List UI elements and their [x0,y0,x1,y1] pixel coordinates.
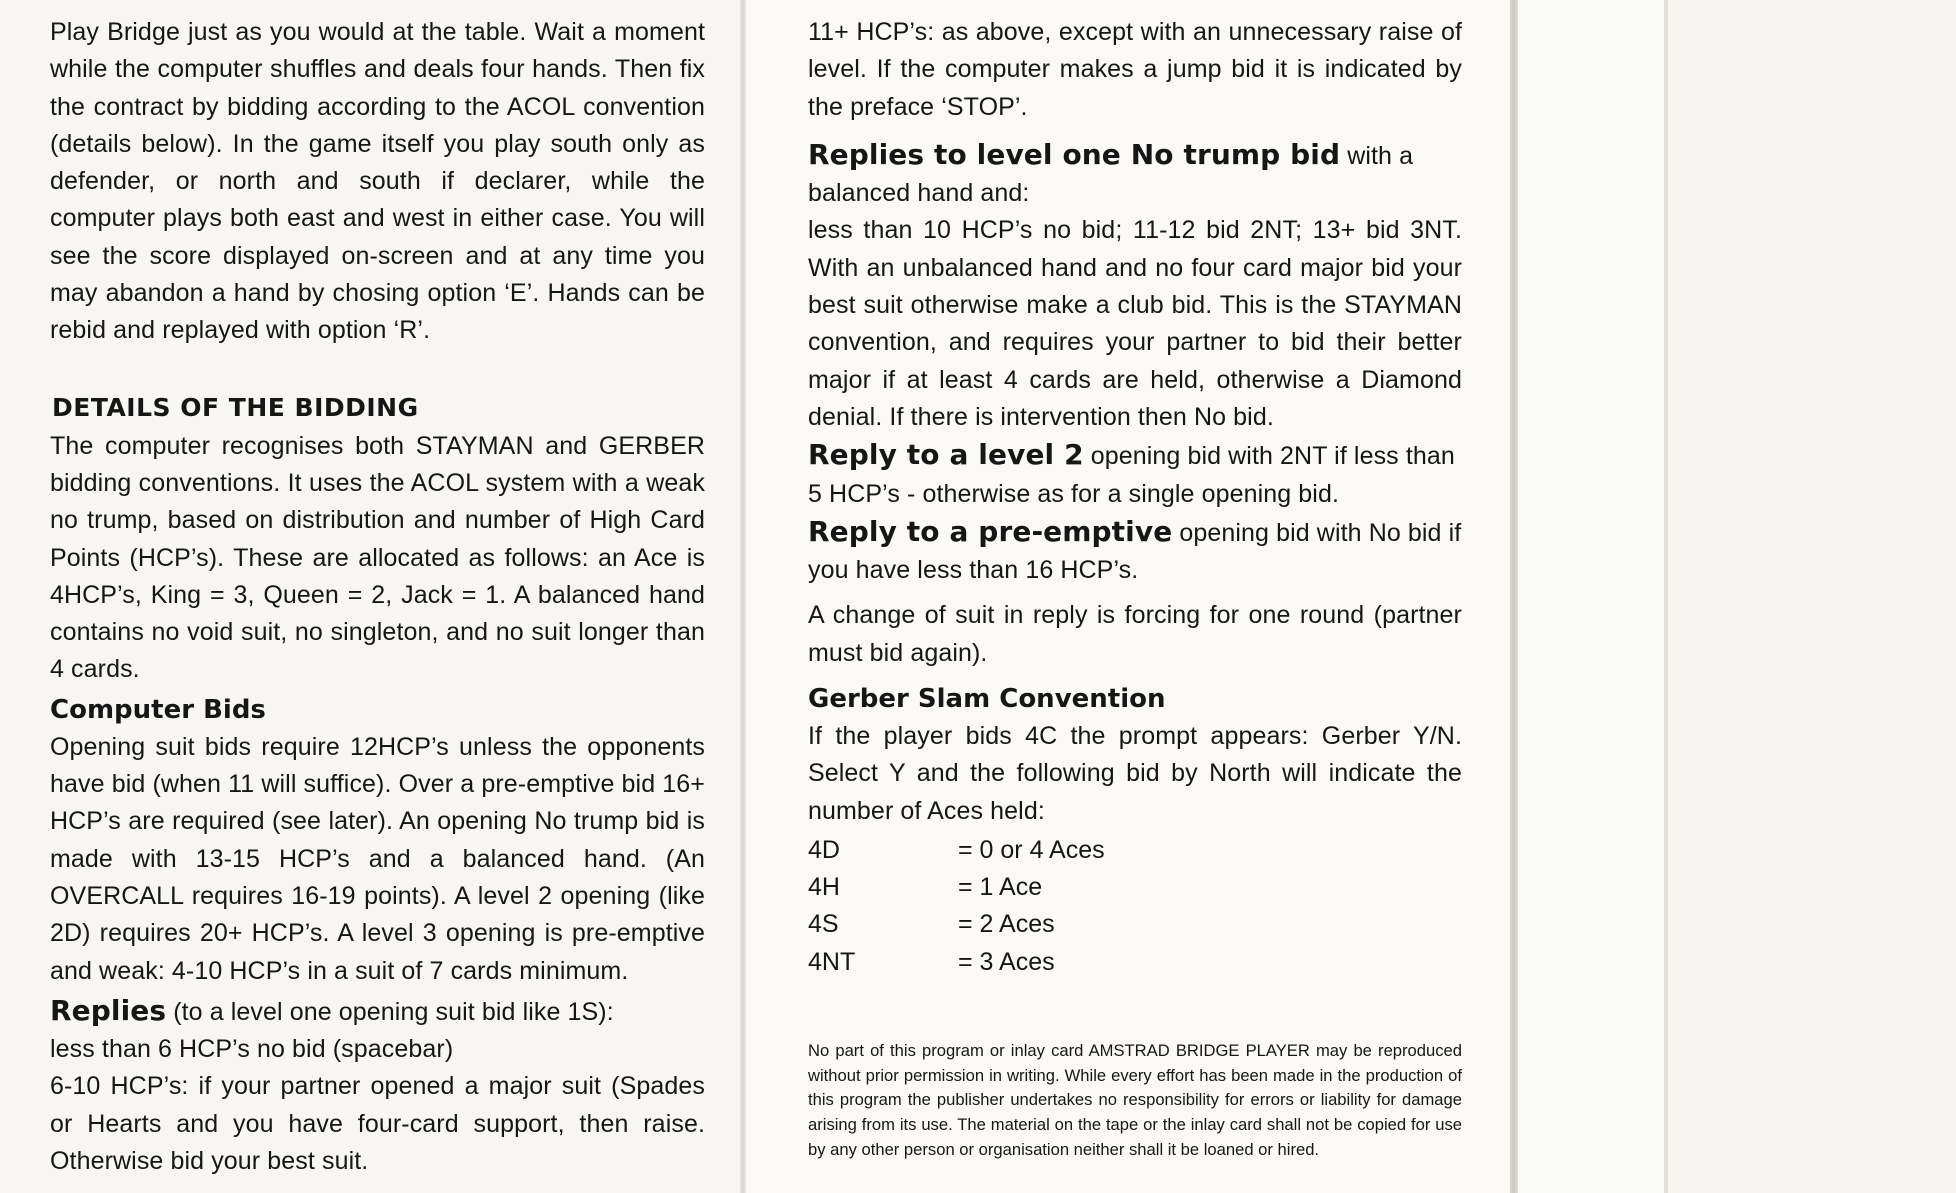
replies-nt-paragraph [808,136,1462,213]
aces-row [808,906,1105,943]
aces-bid: 4H [808,873,840,902]
reply-level2-text: opening bid with 2NT if less than 5 HCP’s - otherwise as for a single opening bid. [808,442,1455,508]
reply-preemptive-text: opening bid with No bid if you have less than 16 HCP’s. [808,518,1462,585]
fold-line [1510,0,1518,1193]
left-panel [0,0,745,1193]
aces-meaning: = 3 Aces [958,947,1055,976]
reply-preemptive-heading: Reply to a pre-emptive [808,514,1173,548]
reply-level2-paragraph [808,436,1462,513]
aces-meaning: = 2 Aces [958,910,1055,939]
aces-row [808,944,1105,981]
aces-table [808,832,1105,981]
aces-bid: 4NT [808,947,856,976]
replies-nt-text: with a balanced hand and: [808,141,1414,208]
aces-bid: 4S [808,910,839,939]
aces-row [808,832,1105,869]
gerber-heading: Gerber Slam Convention [808,684,1166,715]
change-suit-paragraph: A change of suit in reply is forcing for one round (partner must bid again). [808,601,1462,667]
blank-back [1668,0,1956,1193]
aces-bid: 4D [808,835,840,864]
replies-nt-heading: Replies to level one No trump bid [808,137,1341,171]
reply-level2-heading: Reply to a level 2 [808,438,1084,472]
replies-intro: (to a level one opening suit bid like 1S): [173,997,614,1026]
aces-meaning: = 0 or 4 Aces [958,835,1105,864]
blank-flap [1518,0,1668,1193]
computer-bids-heading: Computer Bids [50,694,266,725]
aces-meaning: = 1 Ace [958,873,1043,902]
details-paragraph: The computer recognises both STAYMAN and GERBER bidding conventions. It uses the ACOL system with a weak no trump, based on distribution and number of High Card Points (HCP’s). These are allocated as follows: an Ace is 4HCP’s, King = 3, Queen = 2, Jack = 1. A balanced hand contains no void suit, no singleton, and no suit longer than 4 cards. [50,431,705,684]
replies-heading: Replies [50,993,167,1027]
continuation-paragraph: 11+ HCP’s: as above, except with an unnecessary raise of level. If the computer makes a jump bid it is indicated by the preface ‘STOP’. [808,18,1462,121]
intro-paragraph: Play Bridge just as you would at the table. Wait a moment while the computer shuffles and deals four hands. Then fix the contract by bidding according to the ACOL convention (details below). In the game itself you play south only as defender, or north and south if declarer, while the computer plays both east and west in either case. You will see the score displayed on-screen and at any time you may abandon a hand by chosing option ‘E’. Hands can be rebid and replayed with option ‘R’. [50,18,705,345]
computer-bids-paragraph: Opening suit bids require 12HCP’s unless the opponents have bid (when 11 will suffice). Over a pre-emptive bid 16+ HCP’s are required (see later). An opening No trump bid is made with 13-15 HCP’s and a balanced hand. (An OVERCALL requires 16-19 points). A level 2 opening (like 2D) requires 20+ HCP’s. A level 3 opening is pre-emptive and weak: 4-10 HCP’s in a suit of 7 cards minimum. [50,732,705,985]
replies-line-1: less than 6 HCP’s no bid (spacebar) [50,1035,454,1064]
details-heading: DETAILS OF THE BIDDING [52,392,419,422]
reply-preemptive-paragraph [808,513,1462,590]
replies-line-2: 6-10 HCP’s: if your partner opened a major suit (Spades or Hearts and you have four-card support, then raise. Otherwise bid your best suit. [50,1072,705,1176]
copyright-notice: No part of this program or inlay card AMSTRAD BRIDGE PLAYER may be reproduced without prior permission in writing. While every effort has been made in the production of this program the publisher undertakes no responsibility for errors or liability for damage arising from its use. The material on the tape or the inlay card shall not be copied for use by any other person or organisation neither shall it be loaned or hired. [808,1040,1462,1159]
gerber-paragraph: If the player bids 4C the prompt appears: Gerber Y/N. Select Y and the following bid by North will indicate the number of Aces held: [808,722,1462,825]
replies-paragraph [50,992,705,1031]
replies-nt-details: less than 10 HCP’s no bid; 11-12 bid 2NT; 13+ bid 3NT. With an unbalanced hand and no four card major bid your best suit otherwise make a club bid. This is the STAYMAN convention, and requires your partner to bid their better major if at least 4 cards are held, otherwise a Diamond denial. If there is intervention then No bid. [808,216,1462,431]
right-panel [746,0,1510,1193]
aces-row [808,869,1105,906]
